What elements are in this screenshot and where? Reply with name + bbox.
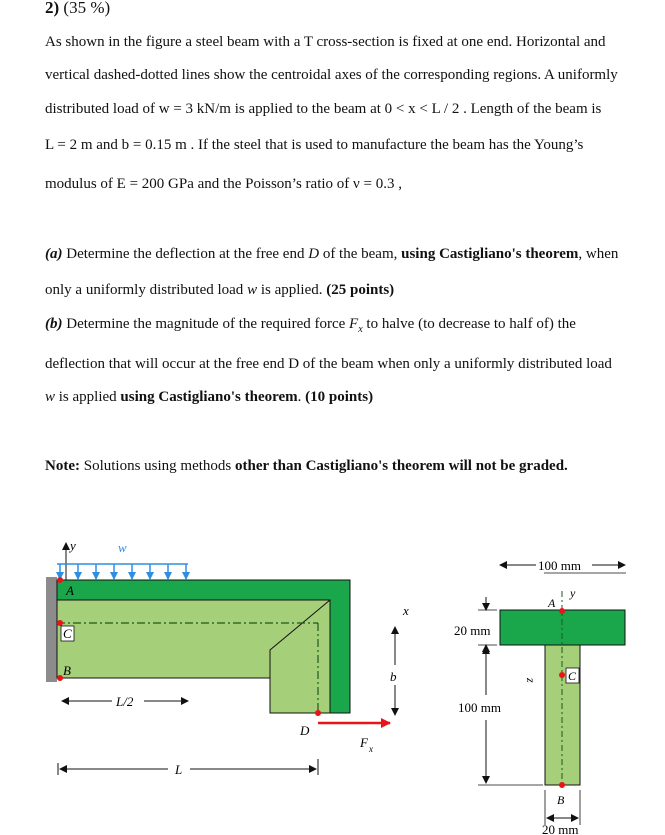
part-b-text1: Determine the magnitude of the required force [62, 316, 350, 332]
label-y: y [70, 538, 76, 553]
part-b-points: (10 points) [305, 389, 374, 405]
part-b-line-2: deflection that will occur at the free end D of the beam when only a uniformly distributed load [45, 356, 612, 372]
label-z: z [524, 678, 538, 683]
label-dim-20: 20 mm [454, 623, 491, 638]
part-b-line3b: . [297, 389, 306, 405]
part-a-line-2 [45, 282, 394, 299]
label-dim-100-top: 100 mm [538, 558, 581, 573]
problem-number: 2) [45, 0, 60, 17]
section-point-C [559, 672, 565, 678]
fixed-wall [46, 577, 57, 682]
part-b-line3a: is applied [55, 389, 121, 405]
part-b-F: F [349, 316, 359, 332]
statement-line-1: As shown in the figure a steel beam with a T cross-section is fixed at one end. Horizontal and [45, 34, 606, 50]
label-F: F [360, 735, 368, 750]
point-A [57, 577, 63, 583]
part-a-text1: Determine the deflection at the free end [62, 246, 309, 262]
part-a-label: (a) [45, 246, 63, 262]
statement-line-5: modulus of E = 200 GPa and the Poisson’s ratio of ν = 0.3 , [45, 176, 403, 192]
part-a-text2: of the beam, [319, 246, 402, 262]
label-dim-100-web: 100 mm [458, 700, 501, 715]
part-b-w: w [45, 389, 56, 405]
statement-line-4: L = 2 m and b = 0.15 m . If the steel that is used to manufacture the beam has the Young’s [45, 137, 584, 153]
label-section-y: y [570, 586, 576, 600]
note-line [45, 458, 568, 475]
part-a-w: w [247, 282, 258, 298]
part-b-bold: using Castigliano's theorem [120, 389, 298, 405]
part-a-bold: using Castigliano's theorem [401, 246, 579, 262]
label-B: B [63, 663, 71, 678]
label-D: D [300, 723, 310, 738]
label-section-A: A [548, 596, 556, 610]
part-b-line-3 [45, 389, 373, 406]
beam-figure [0, 535, 665, 835]
label-half-L: L/2 [116, 694, 134, 709]
label-b: b [390, 669, 397, 684]
part-a-line-1 [45, 246, 618, 263]
label-L: L [175, 762, 183, 777]
label-x: x [403, 603, 409, 618]
part-a-D: D [308, 246, 320, 262]
note-bold: other than Castigliano's theorem will not be graded. [235, 458, 568, 474]
part-a-line2a: only a uniformly distributed load [45, 282, 248, 298]
section-point-A [559, 608, 565, 614]
part-b-sub: x [358, 324, 363, 335]
note-label: Note: [45, 458, 80, 474]
problem-weight: (35 %) [63, 0, 111, 17]
part-a-line2b: is applied. [257, 282, 327, 298]
label-A: A [66, 583, 74, 598]
part-a-points: (25 points) [326, 282, 395, 298]
section-point-B [559, 782, 565, 788]
label-section-C: C [568, 669, 577, 683]
part-b-line-1 [45, 316, 576, 335]
label-C: C [63, 626, 72, 641]
label-w: w [118, 540, 127, 555]
problem-header [45, 0, 110, 18]
label-F-sub: x [369, 744, 373, 754]
statement-line-2: vertical dashed-dotted lines show the centroidal axes of the corresponding regions. A uniformly [45, 67, 618, 83]
note-text1: Solutions using methods [79, 458, 236, 474]
part-b-text2: to halve (to decrease to half of) the [362, 316, 576, 332]
label-dim-20-bottom: 20 mm [542, 822, 579, 835]
statement-line-3: distributed load of w = 3 kN/m is applied to the beam at 0 < x < L / 2 . Length of the beam is [45, 101, 602, 117]
point-D [315, 710, 321, 716]
part-b-label: (b) [45, 316, 63, 332]
load-arrows [60, 564, 186, 579]
label-section-B: B [557, 793, 565, 807]
part-a-text3: , when [578, 246, 619, 262]
